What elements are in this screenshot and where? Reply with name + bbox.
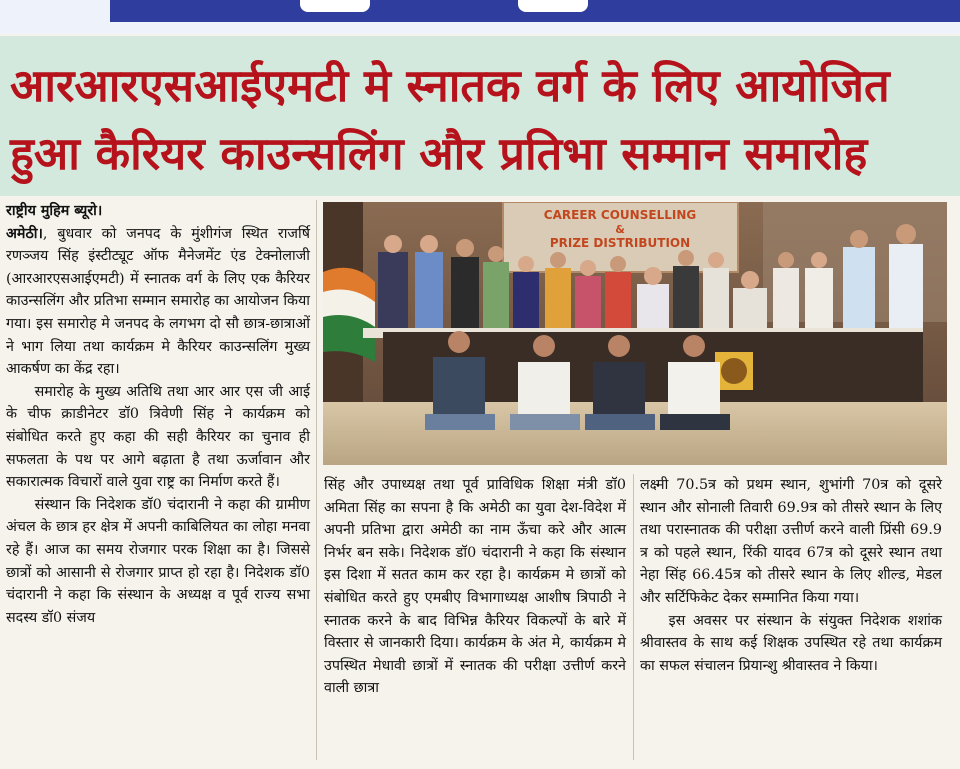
dateline: अमेठी। (6, 225, 43, 242)
blue-strip (110, 0, 960, 22)
article-paragraph: सिंह और उपाध्यक्ष तथा पूर्व प्राविधिक शिक्षा मंत्री डॉ0 अमिता सिंह का सपना है कि अमेठी का युवा देश-विदेश में अपनी प्रतिभा द्वारा अमेठी का नाम ऊँचा करे और आत्म निर्भर बन सके। निदेशक डॉ0 चंदारानी ने कहा कि संस्थान इस दिशा में सतत काम कर रहा है। कार्यक्रम मे छात्रों को संबोधित करते हुए एमबीए विभागाध्यक्ष आशीष त्रिपाठी ने स्नातक करने के बाद विभिन्न कैरियर विकल्पों के बारे में विस्तार से जानकारी दिया। कार्यक्रम के अंत मे, कार्यक्रम मे उपस्थित मेधावी छात्रों में स्नातक की परीक्षा उत्तीर्ण करने वाली छात्रा (324, 477, 626, 697)
top-banner (0, 0, 960, 34)
paragraph-text: , बुधवार को जनपद के मुंशीगंज स्थित राजर्षि रणञ्जय सिंह इंस्टीट्यूट ऑफ मैनेजमेंट एंड टेक्नोलाजी (आरआरएसआईएमटी) में स्नातक वर्ग के लिए एक कैरियर काउन्सलिंग और प्रतिभा सम्मान समारोह का आयोजन किया गया। इस समारोह मे जनपद के लगभग दो सौ छात्र-छात्राओं ने भाग लिया तथा कार्यक्रम मे कैरियर काउन्सलिंग मुख्य आकर्षण का केंद्र रहा। (6, 225, 310, 378)
article-paragraph: संस्थान कि निदेशक डॉ0 चंदारानी ने कहा की ग्रामीण अंचल के छात्र हर क्षेत्र में अपनी काबिलियत का लोहा मनवा रहे हैं। आज का समय रोजगार परक शिक्षा का है। जिससे छात्रों को आसानी से रोजगार प्राप्त हो रहा है। निदेशक डॉ0 चंदारानी ने कहा कि संस्थान के अध्यक्ष व पूर्व राज्य सभा सदस्य डॉ0 संजय (6, 496, 310, 626)
headline-line-1: आरआरएसआईएमटी मे स्नातक वर्ग के लिए आयोजित (10, 59, 890, 112)
article-column-2 (324, 474, 626, 700)
event-photo-illustration (323, 202, 947, 465)
column-rule (633, 474, 634, 760)
headline-line-2: हुआ कैरियर काउन्सलिंग और प्रतिभा सम्मान समारोह (10, 127, 868, 180)
banner-text-2: & (615, 223, 625, 236)
banner-text-1: CAREER COUNSELLING (543, 208, 697, 222)
article-column-3 (640, 474, 942, 677)
article-column-1 (6, 200, 310, 629)
article-paragraph: समारोह के मुख्य अतिथि तथा आर आर एस जी आई के चीफ क्राडीनेटर डॉ0 त्रिवेणी सिंह ने कार्यक्रम को संबोधित करते हुए कहा की सही कैरियर का चुनाव ही सफलता के पथ पर आगे बढ़ाता है तथा ऊर्जावान और सकारात्मक विचारों वाले युवा राष्ट्र का निर्माण करते हैं। (6, 383, 310, 491)
headline-block (0, 36, 960, 196)
column-rule (316, 200, 317, 760)
byline: राष्ट्रीय मुहिम ब्यूरो। (6, 203, 103, 219)
article-paragraph (6, 223, 310, 381)
indian-flag-icon (323, 268, 375, 362)
banner-text-3: PRIZE DISTRIBUTION (549, 236, 691, 250)
event-photo (323, 202, 947, 465)
article-paragraph: लक्ष्मी 70.5त्र को प्रथम स्थान, शुभांगी 70त्र को दूसरे स्थान और सोनाली तिवारी 69.9त्र को तीसरे स्थान के लिए तथा परास्नातक की परीक्षा उत्तीर्ण करने वाली प्रिंसी 69.9 त्र को पहले स्थान, रिंकी यादव 67त्र को दूसरे स्थान तथा नेहा सिंह 66.45त्र को तीसरे स्थान के लिए शील्ड, मेडल और सर्टिफिकेट देकर सम्मानित किया गया। (640, 477, 942, 606)
article-paragraph: इस अवसर पर संस्थान के संयुक्त निदेशक शशांक श्रीवास्तव के साथ कई शिक्षक उपस्थित रहे तथा कार्यक्रम का सफल संचालन प्रियान्शु श्रीवास्तव ने किया। (640, 612, 942, 674)
